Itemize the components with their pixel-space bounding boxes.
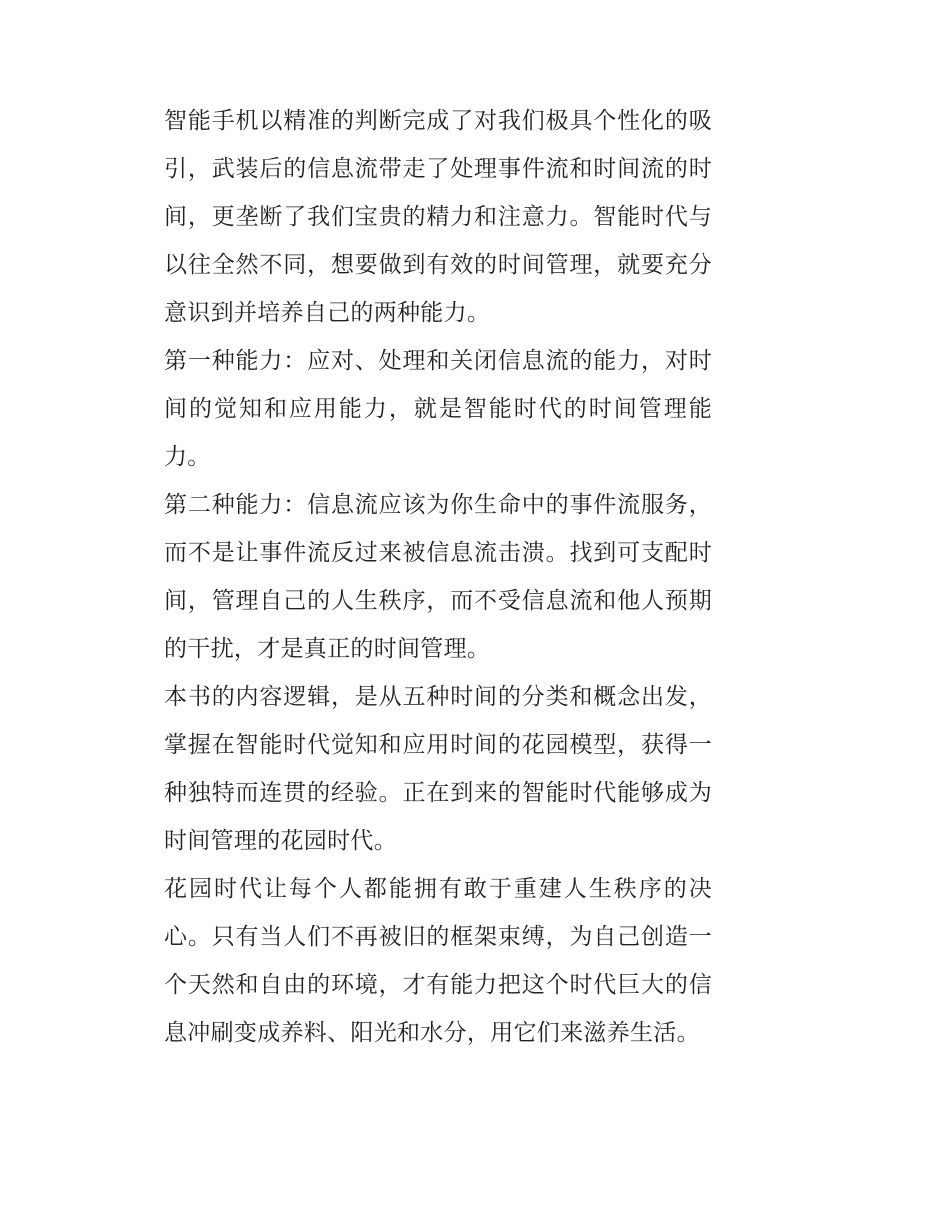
paragraph: 第一种能力：应对、处理和关闭信息流的能力，对时间的觉知和应用能力，就是智能时代的时间管理能力。 xyxy=(164,348,712,470)
document-body xyxy=(164,97,712,1057)
paragraph: 第二种能力：信息流应该为你生命中的事件流服务，而不是让事件流反过来被信息流击溃。找到可支配时间，管理自己的人生秩序，而不受信息流和他人预期的干扰，才是真正的时间管理。 xyxy=(164,492,712,662)
paragraph: 智能手机以精准的判断完成了对我们极具个性化的吸引，武装后的信息流带走了处理事件流和时间流的时间，更垄断了我们宝贵的精力和注意力。智能时代与以往全然不同，想要做到有效的时间管理，就要充分意识到并培养自己的两种能力。 xyxy=(164,108,712,326)
paragraph: 花园时代让每个人都能拥有敢于重建人生秩序的决心。只有当人们不再被旧的框架束缚，为自己创造一个天然和自由的环境，才有能力把这个时代巨大的信息冲刷变成养料、阳光和水分，用它们来滋养生活。 xyxy=(164,876,712,1046)
paragraph: 本书的内容逻辑，是从五种时间的分类和概念出发，掌握在智能时代觉知和应用时间的花园模型，获得一种独特而连贯的经验。正在到来的智能时代能够成为时间管理的花园时代。 xyxy=(164,684,712,854)
